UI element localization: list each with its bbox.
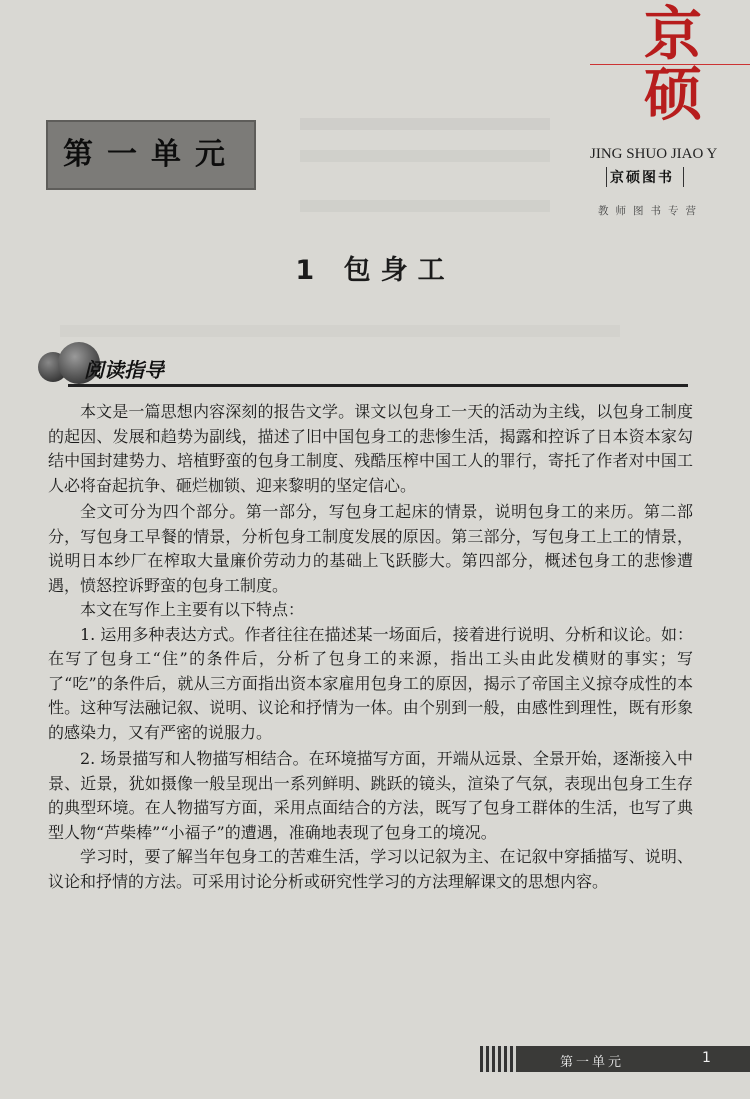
- page-number: 1: [702, 1050, 711, 1066]
- section-rule: [68, 384, 688, 387]
- logo-brand-name: 京硕图书: [606, 167, 684, 187]
- section-title: 阅读指导: [84, 358, 164, 382]
- unit-header: [46, 120, 256, 190]
- paragraph: 1. 运用多种表达方式。作者往往在描述某一场面后，接着进行说明、分析和议论。如：在写了包身工“住”的条件后，分析了包身工的来源，指出工头由此发横财的事实；写了“吃”的条件后，就从三方面指出资本家雇用包身工的原因，揭示了帝国主义掠夺成性的本性。这种写法融记叙、说明、议论和抒情为一体。由个别到一般，由感性到理性，既有形象的感染力，又有严密的说服力。: [48, 624, 693, 742]
- paragraph: 学习时，要了解当年包身工的苦难生活，学习以记叙为主、在记叙中穿插描写、说明、议论和抒情的方法。可采用讨论分析或研究性学习的方法理解课文的思想内容。: [48, 847, 693, 891]
- paragraph: 全文可分为四个部分。第一部分，写包身工起床的情景，说明包身工的来历。第二部分，写包身工早餐的情景，分析包身工制度发展的原因。第三部分，写包身工上工的情景，说明日本纱厂在榨取大量廉价劳动力的基础上飞跃膨大。第四部分，概述包身工的悲惨遭遇，愤怒控诉野蛮的包身工制度。: [48, 502, 693, 595]
- footer-unit-label: 第一单元: [560, 1055, 625, 1070]
- footer-band: [516, 1046, 750, 1072]
- unit-title: 第一单元: [63, 137, 239, 172]
- bleed-through-mark: [300, 150, 550, 162]
- body-text: [48, 400, 693, 894]
- paragraph: 2. 场景描写和人物描写相结合。在环境描写方面，开端从远景、全景开始，逐渐接入中景、近景，犹如摄像一般呈现出一系列鲜明、跳跃的镜头，渲染了气氛，表现出包身工生存的典型环境。在人物描写方面，采用点面结合的方法，既写了包身工群体的生活，也写了典型人物“芦柴棒”“小福子”的遭遇，准确地表现了包身工的境况。: [48, 749, 693, 842]
- page-footer: [480, 1040, 750, 1072]
- publisher-logo: [590, 0, 750, 220]
- bleed-through-mark: [60, 325, 620, 337]
- footer-bars: [480, 1046, 516, 1072]
- logo-chars: 京硕: [643, 0, 702, 128]
- bleed-through-mark: [300, 118, 550, 130]
- lesson-title: 1 包身工: [295, 255, 455, 286]
- logo-tagline: 教师图书专营: [598, 205, 703, 217]
- paragraph: 本文在写作上主要有以下特点：: [80, 600, 305, 619]
- section-header: [38, 340, 688, 390]
- logo-latin-text: JING SHUO JIAO Y: [590, 146, 718, 162]
- paragraph: 本文是一篇思想内容深刻的报告文学。课文以包身工一天的活动为主线，以包身工制度的起因、发展和趋势为副线，描述了旧中国包身工的悲惨生活，揭露和控诉了日本资本家勾结中国封建势力、培植野蛮的包身工制度、残酷压榨中国工人的罪行，寄托了作者对中国工人必将奋起抗争、砸烂枷锁、迎来黎明的坚定信心。: [48, 402, 693, 495]
- bleed-through-mark: [300, 200, 550, 212]
